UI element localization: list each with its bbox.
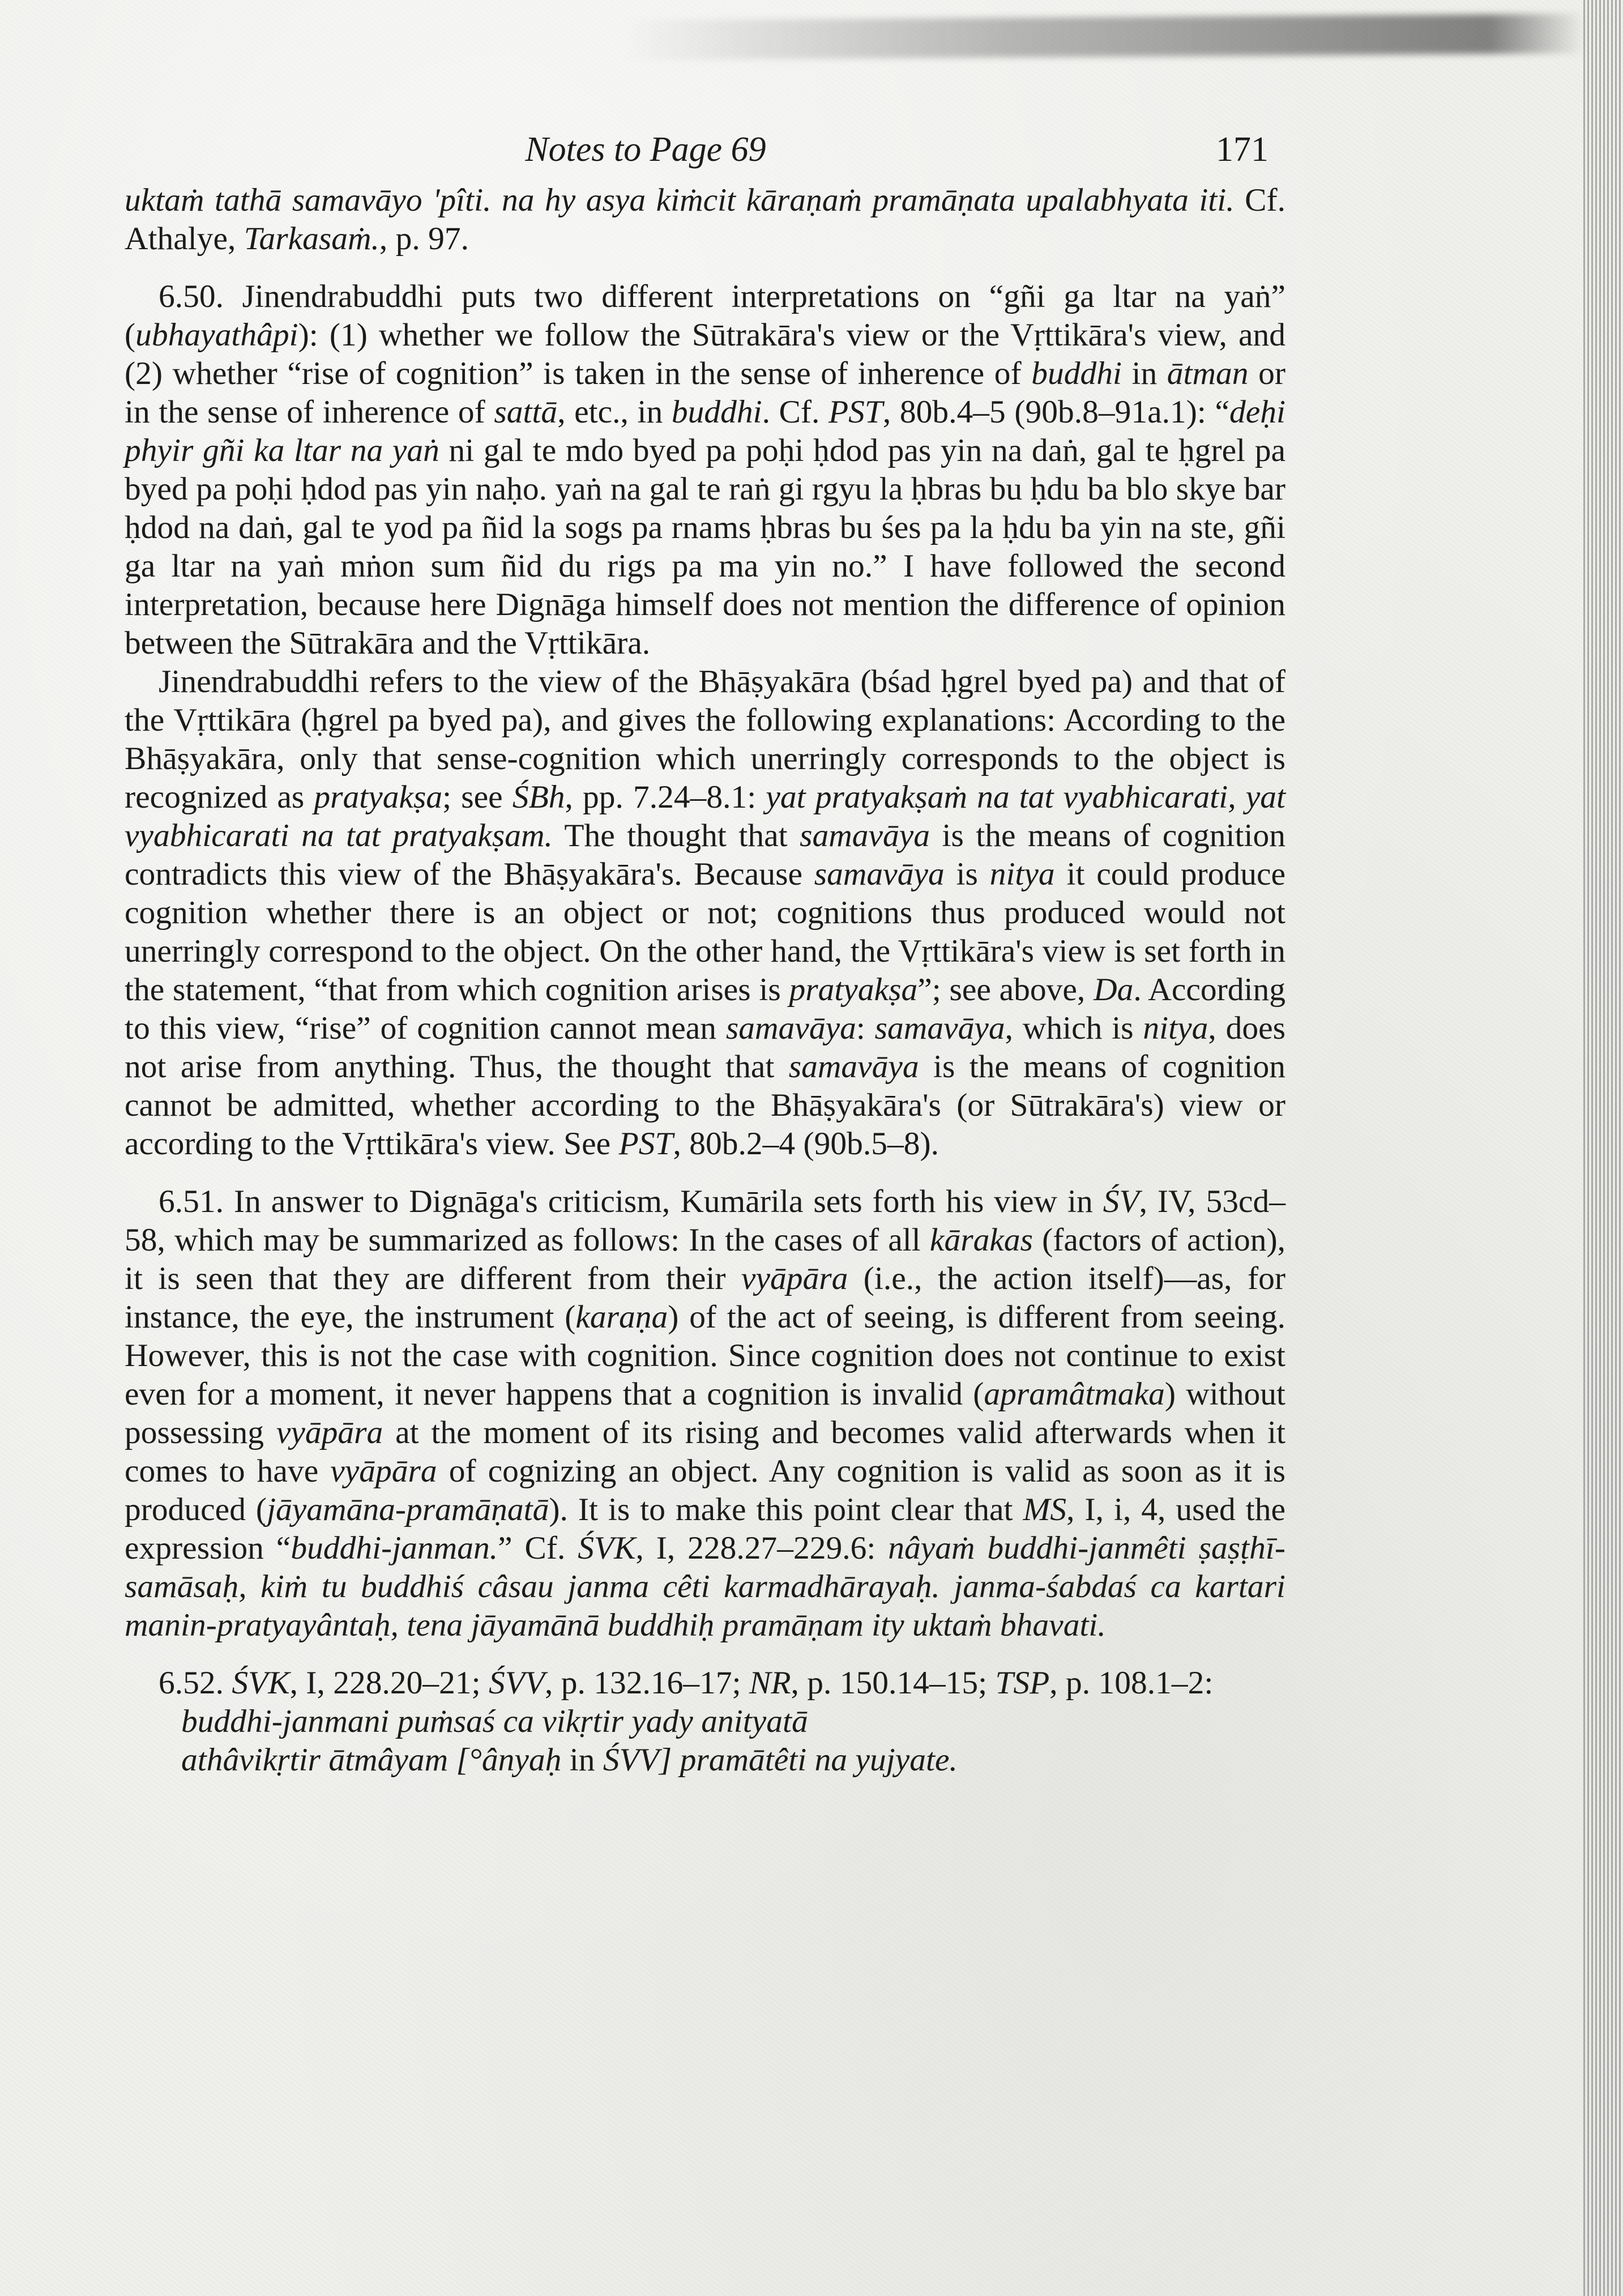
verse-quote: [181, 1702, 1285, 1779]
book-binding-edge: [1583, 0, 1623, 2296]
text-run: in: [1121, 356, 1167, 391]
term: ātman: [1167, 356, 1249, 391]
text-run: , etc., in: [557, 394, 672, 430]
term: jāyamāna-pramāṇatā: [267, 1492, 549, 1527]
term: pratyakṣa: [789, 972, 918, 1008]
text-run: ): (1) whether we follow the Sūtrakāra's view or the Vṛttikāra's view, and (2) whether “rise of cognition” is taken in the sense of inherence of: [125, 317, 1285, 391]
text-run: ni gal te mdo byed pa poḥi ḥdod pas yin na daṅ, gal te ḥgrel pa byed pa poḥi ḥdod pas yin naḥo. yaṅ na gal te raṅ gi rgyu la ḥbras bu ḥdu ba blo skye bar ḥdod na daṅ, gal te yod pa ñid la sogs pa rnams ḥbras bu śes pa la ḥdu ba yin na ste, gñi ga ltar na yaṅ mṅon sum ñid du rigs pa ma yin no.” I have followed the second interpretation, because here Dignāga himself does not mention the difference of opinion between the Sūtrakāra and the Vṛttikāra.: [125, 433, 1285, 661]
term: samavāya: [788, 1049, 919, 1085]
citation: MS: [1023, 1492, 1067, 1527]
term: kārakas: [929, 1222, 1033, 1258]
citation: PST: [828, 394, 883, 430]
carry-over-paragraph: [125, 181, 1285, 258]
running-head: [125, 130, 1285, 181]
quote-text: nâyaṁ buddhi-janmêti ṣaṣṭhī-samāsaḥ, kiṁ tu buddhiś câsau janma cêti karmadhārayaḥ. janma-śabdaś ca kartari manin-pratyayântaḥ, tena jāyamānā buddhiḥ pramāṇam ity uktaṁ bhavati.: [125, 1530, 1285, 1643]
text-run: at the moment of its rising and becomes valid afterwards when it comes to have: [125, 1415, 1285, 1489]
term: samavāya: [814, 856, 945, 892]
text-run: is the means of cognition cannot be admitted, whether according to the Bhāṣyakāra's (or Sūtrakāra's) view or according to the Vṛttikāra's view. See: [125, 1049, 1285, 1162]
text-run: , p. 97.: [379, 221, 469, 257]
verse-text: ] pramātêti na yujyate.: [659, 1742, 958, 1778]
verse-text: in: [569, 1742, 603, 1778]
text-run: ). It is to make this point clear that: [549, 1492, 1023, 1527]
running-title: Notes to Page 69: [525, 130, 766, 169]
citation: ŚVV: [603, 1742, 659, 1778]
term: ubhayathâpi: [135, 317, 298, 353]
term: pratyakṣa: [314, 779, 443, 815]
page-number: 171: [1216, 130, 1268, 169]
text-run: Jinendrabuddhi refers to the view of the Bhāṣyakāra (bśad ḥgrel byed pa) and that of the Vṛttikāra (ḥgrel pa byed pa), and gives the following explanations: According to the Bhāṣyakāra, only that sense-cognition which unerringly corresponds to the object is recognized as: [125, 664, 1285, 815]
citation: NR: [749, 1665, 791, 1701]
text-run: is the means of cognition contradicts this view of the Bhāṣyakāra's. Because: [125, 818, 1285, 892]
term: samavāya: [725, 1010, 856, 1046]
text-run: 6.50. Jinendrabuddhi puts two different interpretations on “gñi ga ltar na yaṅ” (: [125, 279, 1285, 353]
verse-line: buddhi-janmani puṁsaś ca vikṛtir yady anityatā: [181, 1704, 808, 1739]
citation: ŚVK: [232, 1665, 290, 1701]
term: buddhi: [1031, 356, 1122, 391]
term: vyāpāra: [741, 1261, 848, 1296]
text-run: . Cf.: [762, 394, 829, 430]
text-run: ) without possessing: [125, 1376, 1285, 1450]
term: buddhi: [671, 394, 762, 430]
text-run: The thought that: [552, 818, 800, 853]
term: vyāpāra: [276, 1415, 383, 1450]
note-6-51: [125, 1183, 1285, 1645]
text-run: of cognizing an object. Any cognition is valid as soon as it is produced (: [125, 1453, 1285, 1527]
term: vyāpāra: [330, 1453, 437, 1489]
note-6-50: [125, 278, 1285, 663]
text-run: (i.e., the action itself)—as, for instance, the eye, the instrument (: [125, 1261, 1286, 1335]
note-6-52: [125, 1664, 1285, 1702]
text-run: 6.52.: [159, 1665, 232, 1701]
citation: Da: [1094, 972, 1134, 1008]
verse-line: [181, 1741, 1285, 1779]
text-run: it could produce cognition whether there is an object or not; cognitions thus produced would not unerringly correspond to the object. On the other hand, the Vṛttikāra's view is set forth in the statement, “that from which cognition arises is: [125, 856, 1285, 1008]
citation: ŚBh: [512, 779, 565, 815]
quote-text: yat pratyakṣaṁ na tat vyabhicarati, yat vyabhicarati na tat pratyakṣam.: [125, 779, 1285, 853]
tibetan-quote: deḥi phyir gñi ka ltar na yaṅ: [125, 394, 1285, 468]
text-run: , p. 132.16–17;: [544, 1665, 749, 1701]
citation: ŚV: [1103, 1184, 1139, 1219]
term: samavāya: [874, 1010, 1005, 1046]
term: samavāya: [800, 818, 930, 853]
citation: TSP: [995, 1665, 1050, 1701]
term: nitya: [989, 856, 1055, 892]
term: nitya: [1143, 1010, 1208, 1046]
text-run: is: [944, 856, 990, 892]
citation: PST: [618, 1126, 673, 1162]
text-run: ” Cf.: [498, 1530, 578, 1566]
text-run: Cf. Athalye,: [125, 182, 1286, 257]
quote-text: uktaṁ tathā samavāyo 'pîti. na hy asya kiṁcit kāraṇaṁ pramāṇata upalabhyata iti.: [125, 182, 1235, 218]
citation: ŚVV: [488, 1665, 545, 1701]
citation: ŚVK: [578, 1530, 636, 1566]
text-run: :: [856, 1010, 875, 1046]
term: sattā: [494, 394, 558, 430]
text-run: , p. 150.14–15;: [791, 1665, 996, 1701]
citation-title: Tarkasaṁ.: [244, 221, 379, 257]
verse-text: athâvikṛtir ātmâyam [°ânyaḥ: [181, 1742, 570, 1778]
text-run: , I, i, 4, used the expression “: [125, 1492, 1285, 1566]
term: apramâtmaka: [984, 1376, 1165, 1412]
text-run: ”; see above,: [917, 972, 1094, 1008]
text-run: , I, 228.27–229.6:: [635, 1530, 889, 1566]
note-6-50-continuation: [125, 663, 1285, 1163]
text-run: , p. 108.1–2:: [1049, 1665, 1214, 1701]
text-run: . According to this view, “rise” of cognition cannot mean: [125, 972, 1285, 1046]
text-run: (factors of action), it is seen that they are different from their: [125, 1222, 1285, 1296]
scan-shadow: [623, 14, 1586, 60]
text-run: , which is: [1005, 1010, 1143, 1046]
text-run: 6.51. In answer to Dignāga's criticism, Kumārila sets forth his view in: [159, 1184, 1103, 1219]
text-run: , 80b.4–5 (90b.8–91a.1): “: [882, 394, 1229, 430]
text-run: , pp. 7.24–8.1:: [565, 779, 766, 815]
text-run: , does not arise from anything. Thus, the thought that: [125, 1010, 1286, 1085]
text-run: ) of the act of seeing, is different from seeing. However, this is not the case with cognition. Since cognition does not continue to exist even for a moment, it never happens that a cognition is invalid (: [125, 1299, 1285, 1412]
text-run: , I, 228.20–21;: [289, 1665, 489, 1701]
page-content: [125, 130, 1285, 1779]
text-run: , IV, 53cd–58, which may be summarized as follows: In the cases of all: [125, 1184, 1285, 1258]
term: buddhi-janman.: [291, 1530, 498, 1566]
term: karaṇa: [575, 1299, 668, 1335]
text-run: , 80b.2–4 (90b.5–8).: [673, 1126, 939, 1162]
text-run: or in the sense of inherence of: [125, 356, 1285, 430]
text-run: ; see: [442, 779, 512, 815]
